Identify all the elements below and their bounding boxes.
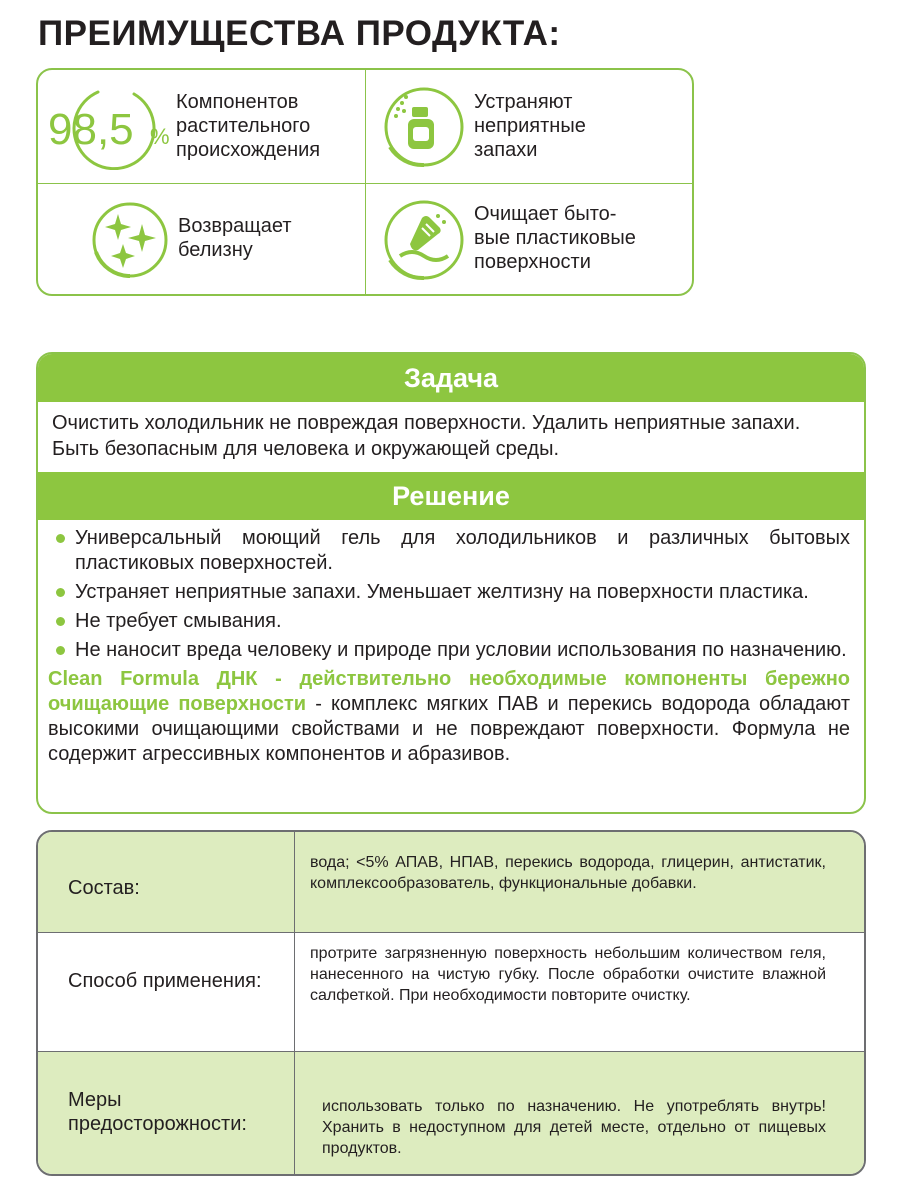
row-value: использовать только по назначению. Не употреблять внутрь! Хранить в недоступном для детей месте, отдельно от пищевых продуктов. — [322, 1098, 826, 1157]
benefit-line: Очищает быто- — [474, 203, 617, 225]
benefit-text — [178, 214, 291, 262]
benefit-odor-removal — [366, 70, 693, 183]
row-value: вода; <5% АПАВ, НПАВ, перекись водорода, глицерин, антистатик, комплексообразователь, функциональные добавки. — [310, 854, 826, 892]
benefit-plant-origin — [38, 70, 365, 183]
spray-bottle-icon — [382, 85, 466, 174]
benefit-line: запахи — [474, 139, 538, 161]
list-item — [48, 580, 850, 605]
list-item — [48, 638, 850, 663]
list-item — [48, 609, 850, 634]
benefit-line: Компонентов — [176, 91, 299, 113]
task-text: Очистить холодильник не повреждая поверхности. Удалить неприятные запахи. Быть безопасным для человека и окружающей среды. — [52, 412, 801, 460]
benefit-text — [176, 90, 320, 162]
benefit-line: поверхности — [474, 251, 591, 273]
row-label: Меры предосторожности: — [68, 1089, 247, 1135]
task-heading: Задача — [38, 354, 864, 402]
percent-badge-value: 98,5 — [48, 105, 134, 154]
task-solution-panel — [36, 352, 866, 814]
percent-badge-icon — [46, 84, 176, 175]
list-item — [48, 526, 850, 576]
solution-body — [48, 526, 850, 767]
table-row — [38, 832, 864, 932]
benefit-whiteness — [38, 184, 365, 297]
benefit-line: происхождения — [176, 139, 321, 161]
benefit-line: неприятные — [474, 115, 586, 137]
formula-description: - комплекс мягких ПАВ и перекись водорода обладают высокими очищающими свойствами и не повреждают поверхности. Формула не содержит агрессивных компонентов и абразивов. — [48, 693, 850, 765]
row-label: Состав: — [68, 877, 140, 899]
benefits-grid — [36, 68, 694, 296]
bullet-dot-icon — [56, 534, 65, 543]
benefit-line: Возвращает — [178, 215, 292, 237]
bullet-dot-icon — [56, 617, 65, 626]
benefit-text — [474, 202, 636, 274]
formula-highlight: Clean Formula ДНК - действительно необходимые компоненты бережно очищающие поверхности — [48, 668, 850, 715]
benefit-line: белизну — [178, 239, 253, 261]
list-item-text: Устраняет неприятные запахи. Уменьшает желтизну на поверхности пластика. — [75, 581, 809, 603]
benefit-text — [474, 90, 586, 162]
formula-paragraph — [48, 667, 850, 767]
bullet-dot-icon — [56, 646, 65, 655]
list-item-text: Не наносит вреда человеку и природе при условии использования по назначению. — [75, 639, 847, 661]
table-row — [38, 933, 864, 1051]
benefit-line: растительного — [176, 115, 311, 137]
table-row — [38, 1052, 864, 1176]
column-divider — [294, 832, 295, 1174]
benefit-line: Устраняют — [474, 91, 573, 113]
row-value: протрите загрязненную поверхность небольшим количеством геля, нанесенного на чистую губку. После обработки очистите влажной салфеткой. При необходимости повторите очистку. — [310, 945, 826, 1004]
bullet-dot-icon — [56, 588, 65, 597]
solution-heading: Решение — [38, 472, 864, 520]
benefit-line: вые пластиковые — [474, 227, 636, 249]
list-item-text: Универсальный моющий гель для холодильников и различных бытовых пластиковых поверхностей. — [75, 527, 850, 574]
benefit-plastic-cleaning — [366, 184, 693, 297]
percent-badge-unit: % — [150, 124, 170, 149]
sparkles-icon — [90, 200, 170, 285]
list-item-text: Не требует смывания. — [75, 610, 282, 632]
page-title: ПРЕИМУЩЕСТВА ПРОДУКТА: — [38, 14, 561, 53]
row-label: Способ применения: — [68, 970, 262, 992]
spec-table — [36, 830, 866, 1176]
wipe-surface-icon — [382, 198, 466, 287]
